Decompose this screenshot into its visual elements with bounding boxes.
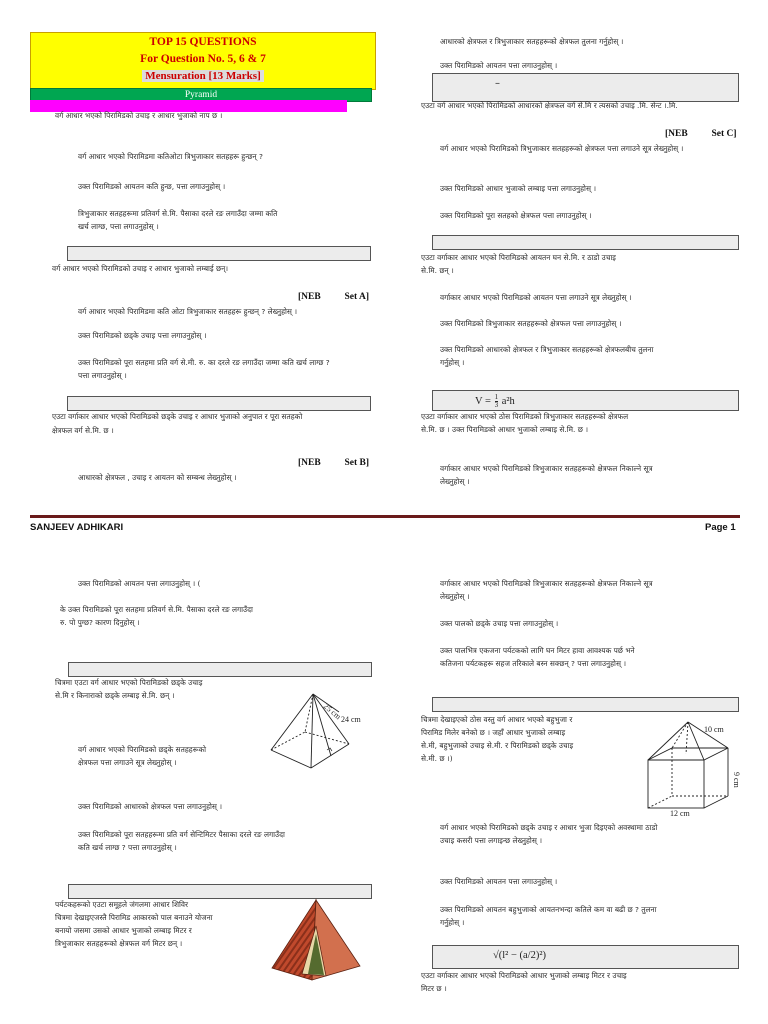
q5-part-c-line1: उक्त पिरामिडको आधारको क्षेत्रफल र त्रिभुजाकार सतहहरूको क्षेत्रफलबीच तुलना bbox=[440, 345, 654, 354]
q1-part-a: वर्ग आधार भएको पिरामिडमा कतिओटा त्रिभुजाकार सतहहरू हुन्छन् ? bbox=[78, 152, 263, 161]
q9-stem-line2: पिरामिड मिलेर बनेको छ । जहाँ आधार भुजाको लम्बाइ bbox=[421, 728, 566, 737]
q1-part-b: उक्त पिरामिडको आयतन कति हुन्छ, पत्ता लगाउनुहोस् । bbox=[78, 182, 226, 191]
box-dash: – bbox=[495, 78, 500, 89]
q10-stem-line1: एउटा वर्गाकार आधार भएको पिरामिडको आधार भुजाको लम्बाइ मिटर र उचाइ bbox=[421, 971, 627, 980]
q3-part-b: आधारको क्षेत्रफल र त्रिभुजाकार सतहहरूको क्षेत्रफल तुलना गर्नुहोस् । bbox=[440, 37, 624, 46]
q6-part-b: उक्त पिरामिडको आयतन पत्ता लगाउनुहोस् । ( bbox=[78, 579, 201, 588]
fig2-label-side: 9 cm bbox=[732, 772, 741, 788]
answer-box bbox=[432, 697, 739, 712]
q5-part-c-line2: गर्नुहोस् । bbox=[440, 358, 465, 367]
q6-part-c-line2: रु. पो पुग्छ? कारण दिनुहोस् । bbox=[60, 618, 140, 627]
formula-v: V = bbox=[475, 395, 491, 407]
q9-part-a-line2: उचाइ कसरी पत्ता लगाइन्छ लेख्नुहोस् । bbox=[440, 836, 542, 845]
banner-title: TOP 15 QUESTIONS bbox=[149, 36, 257, 48]
footer-author: SANJEEV ADHIKARI bbox=[30, 522, 124, 533]
banner-marks bbox=[31, 70, 375, 82]
fig2-label-top: 10 cm bbox=[704, 725, 724, 734]
q4-part-b: उक्त पिरामिडको आधार भुजाको लम्बाइ पत्ता लगाउनुहोस् । bbox=[440, 184, 597, 193]
q9-part-c-line1: उक्त पिरामिडको आयतन बहुभुजाको आयतनभन्दा कतिले कम वा बढी छ ? तुलना bbox=[440, 905, 657, 914]
q8-stem-line4: त्रिभुजाकार सतहहरूको क्षेत्रफल वर्ग मिटर छन् । bbox=[55, 939, 183, 948]
q2-part-c-line2: पत्ता लगाउनुहोस् । bbox=[78, 371, 127, 380]
fig1-label-slant: 25 cm bbox=[321, 701, 343, 722]
q7-part-a-line1: वर्ग आधार भएको पिरामिडको छड्के सतहहरूको bbox=[78, 745, 207, 754]
q8-stem-line3: बनायो जसमा उसको आधार भुजाको लम्बाइ मिटर र bbox=[55, 926, 192, 935]
q7-stem-line2: से.मि र किनाराको छड्के लम्बाइ से.मि. छन् । bbox=[55, 691, 175, 700]
tent-figure bbox=[268, 896, 368, 982]
q8-part-b: उक्त पालको छड्के उचाइ पत्ता लगाउनुहोस् । bbox=[440, 619, 559, 628]
q4-stem: एउटा वर्ग आधार भएको पिरामिडको आधारको क्षेत्रफल वर्ग से.मि र त्यसको उचाइ .मि. सेन्ट ।.मि. bbox=[421, 101, 678, 110]
q2-part-a: वर्ग आधार भएको पिरामिडमा कति ओटा त्रिभुजाकार सतहहरू हुन्छन् ? लेख्नुहोस् । bbox=[78, 307, 298, 316]
q7-part-a-line2: क्षेत्रफल पत्ता लगाउने सूत्र लेख्नुहोस् । bbox=[78, 758, 177, 767]
neb-set-a: [NEB Set A] bbox=[298, 292, 369, 302]
q8-stem-line1: पर्यटकहरूको एउटा समूहले जंगलमा आधार शिविर bbox=[55, 900, 189, 909]
banner-marks-text: Mensuration [13 Marks] bbox=[142, 70, 264, 82]
footer-rule bbox=[30, 515, 740, 518]
q9-stem-line4: से.मी. छ ।) bbox=[421, 754, 453, 763]
q5-stem-line2: से.मि. छन् । bbox=[421, 266, 454, 275]
q3-stem-line1: एउटा वर्गाकार आधार भएको पिरामिडको छड्के उचाइ र आधार भुजाको अनुपात र पूरा सतहको bbox=[52, 412, 303, 421]
q9-part-b: उक्त पिरामिडको आयतन पत्ता लगाउनुहोस् । bbox=[440, 877, 558, 886]
q6-part-a-line2: लेख्नुहोस् । bbox=[440, 477, 470, 486]
q7-part-c-line2: कति खर्च लाग्छ ? पत्ता लगाउनुहोस् । bbox=[78, 843, 177, 852]
formula-box bbox=[432, 390, 739, 411]
formula-denominator: 3 bbox=[494, 401, 499, 409]
q9-part-c-line2: गर्नुहोस् । bbox=[440, 918, 465, 927]
q8-stem-line2: चित्रमा देखाइएजस्तै पिरामिड आकारको पाल बनाउने योजना bbox=[55, 913, 213, 922]
q3-part-a: आधारको क्षेत्रफल , उचाइ र आयतन को सम्बन्ध लेख्नुहोस् । bbox=[78, 473, 237, 482]
q5-part-b: उक्त पिरामिडको त्रिभुजाकार सतहहरूको क्षेत्रफल पत्ता लगाउनुहोस् । bbox=[440, 319, 622, 328]
neb-set-c: [NEB Set C] bbox=[665, 129, 737, 139]
q6-part-a-line1: वर्गाकार आधार भएको पिरामिडको त्रिभुजाकार सतहहरूको क्षेत्रफल निकाल्ने सूत्र bbox=[440, 464, 653, 473]
q5-stem-line1: एउटा वर्गाकार आधार भएको पिरामिडको आयतन घन से.मि. र ठाडो उचाइ bbox=[421, 253, 616, 262]
fig2-label-bottom: 12 cm bbox=[670, 809, 690, 818]
q8-part-a-line2: लेख्नुहोस् । bbox=[440, 592, 470, 601]
q6-stem-line2: से.मि. छ । उक्त पिरामिडको आधार भुजाको लम्बाइ से.मि. छ । bbox=[421, 425, 589, 434]
q1-stem: वर्ग आधार भएको पिरामिडको उचाइ र आधार भुजाको नाप छ । bbox=[55, 111, 223, 120]
q1-part-c-line1: त्रिभुजाकार सतहहरूमा प्रतिवर्ग से.मि. पैसाका दरले रङ लगाउँदा जम्मा कति bbox=[78, 209, 278, 218]
q4-part-c: उक्त पिरामिडको पूरा सतहको क्षेत्रफल पत्ता लगाउनुहोस् । bbox=[440, 211, 592, 220]
formula-rest: a²h bbox=[501, 395, 515, 407]
q5-part-a: वर्गाकार आधार भएको पिरामिडको आयतन पत्ता लगाउने सूत्र लेख्नुहोस् । bbox=[440, 293, 632, 302]
q8-part-c-line1: उक्त पालभित्र एकजना पर्यटकको लागि घन मिटर हावा आवश्यक पर्छ भने bbox=[440, 646, 635, 655]
q10-stem-line2: मिटर छ । bbox=[421, 984, 447, 993]
q8-part-a-line1: वर्गाकार आधार भएको पिरामिडको त्रिभुजाकार सतहहरूको क्षेत्रफल निकाल्ने सूत्र bbox=[440, 579, 653, 588]
neb-set-b: [NEB Set B] bbox=[298, 458, 369, 468]
answer-box bbox=[67, 396, 371, 411]
q2-part-b: उक्त पिरामिडको छड्के उचाइ पत्ता लगाउनुहोस् । bbox=[78, 331, 207, 340]
answer-box bbox=[432, 73, 739, 102]
answer-box bbox=[67, 246, 371, 261]
topic-bar: Pyramid bbox=[30, 88, 372, 102]
pyramid-figure bbox=[265, 688, 375, 774]
q7-part-b: उक्त पिरामिडको आधारको क्षेत्रफल पत्ता लगाउनुहोस् । bbox=[78, 802, 223, 811]
prism-pyramid-figure bbox=[640, 718, 740, 818]
q3-stem-line2: क्षेत्रफल वर्ग से.मि. छ । bbox=[52, 426, 114, 435]
q6-stem-line1: एउटा वर्गाकार आधार भएको ठोस पिरामिडको त्रिभुजाकार सतहहरूको क्षेत्रफल bbox=[421, 412, 629, 421]
q9-part-a-line1: वर्ग आधार भएको पिरामिडको छड्के उचाइ र आधार भुजा दिइएको अवस्थामा ठाडो bbox=[440, 823, 658, 832]
q9-stem-line1: चित्रमा देखाइएको ठोस वस्तु वर्ग आधार भएको बहुभुजा र bbox=[421, 715, 573, 724]
q3-part-c: उक्त पिरामिडको आयतन पत्ता लगाउनुहोस् । bbox=[440, 61, 558, 70]
footer-page: Page 1 bbox=[705, 522, 736, 533]
q4-part-a: वर्ग आधार भएको पिरामिडको त्रिभुजाकार सतहहरूको क्षेत्रफल पत्ता लगाउने सूत्र लेख्नुहोस् । bbox=[440, 144, 684, 153]
volume-formula bbox=[475, 394, 515, 409]
q7-stem-line1: चित्रमा एउटा वर्ग आधार भएको पिरामिडको छड्के उचाइ bbox=[55, 678, 203, 687]
q9-stem-line3: से.मी, बहुभुजाको उचाइ से.मी. र पिरामिडको छड्के उचाइ bbox=[421, 741, 574, 750]
header-banner bbox=[30, 32, 376, 90]
q6-part-c-line1: के उक्त पिरामिडको पूरा सतहमा प्रतिवर्ग से.मि. पैसाका दरले रङ लगाउँदा bbox=[60, 605, 253, 614]
q2-stem: वर्ग आधार भएको पिरामिडको उचाइ र आधार भुजाको लम्बाई छन्। bbox=[52, 264, 229, 273]
formula-numerator: 1 bbox=[494, 393, 499, 401]
answer-box bbox=[68, 662, 372, 677]
q7-part-c-line1: उक्त पिरामिडको पूरा सतहहरूमा प्रति वर्ग सेन्टिमिटर पैसाका दरले रङ लगाउँदा bbox=[78, 830, 285, 839]
formula-fraction bbox=[495, 394, 499, 409]
answer-box bbox=[432, 235, 739, 250]
slant-height-formula: √(l² − (a/2)²) bbox=[493, 950, 546, 961]
banner-subtitle: For Question No. 5, 6 & 7 bbox=[140, 53, 266, 65]
q2-part-c-line1: उक्त पिरामिडको पूरा सतहमा प्रति वर्ग से.मी. रु. का दरले रङ लगाउँदा जम्मा कति खर्च लाग्छ ? bbox=[78, 358, 330, 367]
q1-part-c-line2: खर्च लाग्छ, पत्ता लगाउनुहोस् । bbox=[78, 222, 159, 231]
formula-box bbox=[432, 945, 739, 969]
fig1-label-edge: 24 cm bbox=[341, 715, 361, 724]
q8-part-c-line2: कतिजना पर्यटकहरू सहज तरिकाले बस्न सक्छन् ? पत्ता लगाउनुहोस् । bbox=[440, 659, 627, 668]
